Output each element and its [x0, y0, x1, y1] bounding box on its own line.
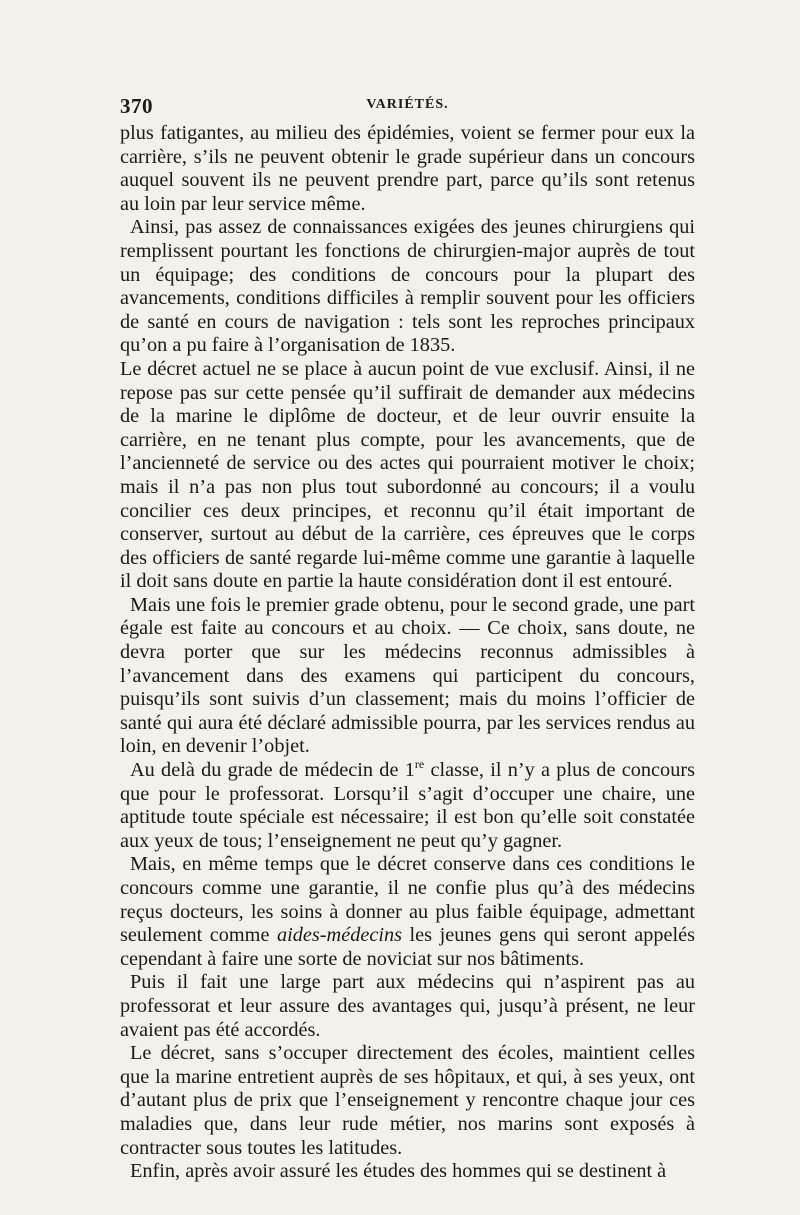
paragraph-text: classe, il n’y a plus de concours que pour le professorat. Lorsqu’il s’agit d’occuper une chaire, une aptitude toute spéciale est nécessaire; il est bon qu’elle soit constatée aux yeux de tous; l’enseignement ne peut qu’y gagner.	[120, 759, 695, 852]
running-head: VARIÉTÉS.	[366, 97, 449, 112]
paragraph: Le décret actuel ne se place à aucun point de vue exclusif. Ainsi, il ne repose pas sur cette pensée qu’il suffirait de demander aux médecins de la marine le diplôme de docteur, et de leur ouvrir ensuite la carrière, en ne tenant plus compte, pour les avancements, que de l’ancienneté de service ou des actes qui pourraient motiver le choix; mais il n’a pas non plus tout subordonné au concours; il a voulu concilier ces deux principes, et reconnu qu’il était important de conserver, surtout au début de la carrière, ces épreuves que le corps des officiers de santé regarde lui-même comme une garantie à laquelle il doit sans doute en partie la haute considération dont il est entouré.	[120, 357, 695, 593]
paragraph: Le décret, sans s’occuper directement des écoles, maintient celles que la marine entretient auprès de ses hôpitaux, et qui, à ses yeux, ont d’autant plus de prix que l’enseignement y rencontre chaque jour ces maladies que, dans leur rude métier, nos marins sont exposés à contracter sous toutes les latitudes.	[120, 1042, 695, 1159]
paragraph: plus fatigantes, au milieu des épidémies, voient se fermer pour eux la carrière, s’ils ne peuvent obtenir le grade supérieur dans un concours auquel souvent ils ne peuvent prendre part, parce qu’ils sont retenus au loin par leur service même.	[120, 122, 695, 215]
ordinal-superscript: re	[414, 757, 425, 772]
paragraph: Ainsi, pas assez de connaissances exigées des jeunes chirurgiens qui remplissent pourtant les fonctions de chirurgien-major auprès de tout un équipage; des conditions de concours pour la plupart des avancements, conditions difficiles à remplir souvent pour les officiers de santé en cours de navigation : tels sont les reproches principaux qu’on a pu faire à l’organisation de 1835.	[120, 216, 695, 357]
paragraph: Mais une fois le premier grade obtenu, pour le second grade, une part égale est faite au concours et au choix. — Ce choix, sans doute, ne devra porter que sur les médecins reconnus admissibles à l’avancement dans des examens qui participent du concours, puisqu’ils sont suivis d’un classement; mais du moins l’officier de santé qui aura été déclaré admissible pourra, par les services rendus au loin, en devenir l’objet.	[120, 593, 695, 758]
paragraph: Puis il fait une large part aux médecins qui n’aspirent pas au professorat et leur assure des avantages qui, jusqu’à présent, ne leur avaient pas été accordés.	[120, 971, 695, 1041]
paragraph	[120, 759, 695, 853]
paragraph	[120, 853, 695, 971]
body-text	[120, 122, 695, 1184]
paragraph: Enfin, après avoir assuré les études des hommes qui se destinent à	[130, 1160, 667, 1183]
paragraph-text: Au delà du grade de médecin de 1	[130, 759, 415, 782]
italic-term: aides-médecins	[276, 924, 403, 947]
page-header	[120, 94, 695, 122]
paragraph-text: Mais, en même temps que le décret conserve dans ces conditions le concours comme une garantie, il ne confie plus qu’à des médecins reçus docteurs, les soins à donner au plus faible équipage, admettant seulement comme	[120, 853, 695, 947]
page-number: 370	[120, 94, 153, 118]
paragraph-text: les jeunes gens qui seront appelés cependant à faire une sorte de noviciat sur nos bâtiments.	[120, 924, 696, 970]
